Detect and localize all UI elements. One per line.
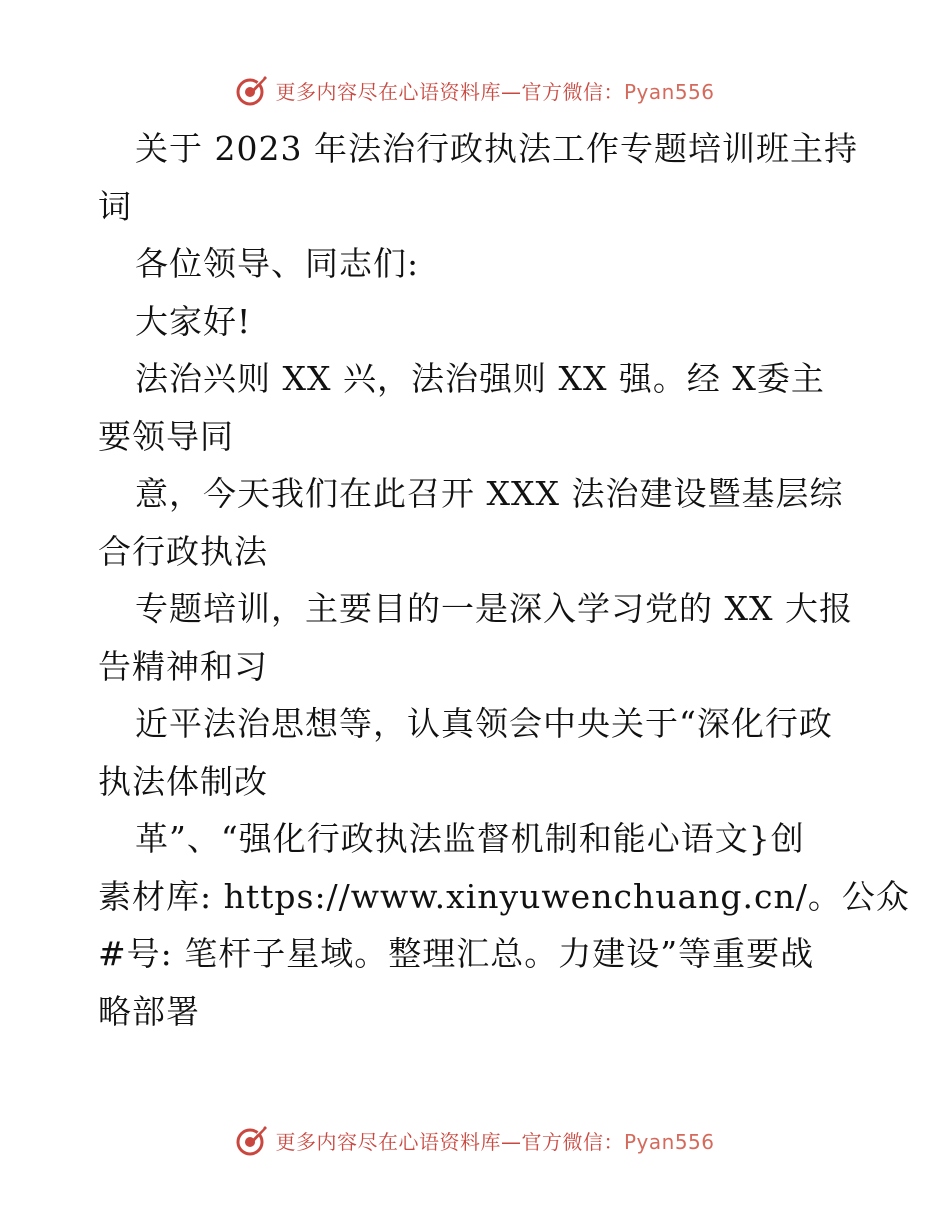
salutation: 各位领导、同志们: xyxy=(135,244,420,283)
brand xyxy=(235,1123,714,1157)
paragraph-line: #号: 笔杆子星域。整理汇总。力建设”等重要战 xyxy=(98,934,815,973)
quill-logo-icon xyxy=(235,73,269,107)
paragraph-line: 要领导同 xyxy=(98,416,234,456)
document-body xyxy=(98,120,910,1040)
title-line-1: 关于 2023 年法治行政执法工作专题培训班主持 xyxy=(135,129,858,168)
greeting: 大家好! xyxy=(135,301,252,341)
paragraph-line: 专题培训，主要目的一是深入学习党的 XX 大报 xyxy=(135,589,853,628)
paragraph-line: 告精神和习 xyxy=(98,646,268,686)
watermark-text: 更多内容尽在心语资料库—官方微信：Pyan556 xyxy=(275,79,715,104)
paragraph-line: 略部署 xyxy=(98,991,200,1031)
brand xyxy=(235,73,714,107)
paragraph-line: 近平法治思想等，认真领会中央关于“深化行政 xyxy=(135,704,833,743)
footer-watermark xyxy=(0,1120,950,1160)
title-line-2: 词 xyxy=(98,186,132,226)
paragraph-line: 意，今天我们在此召开 XXX 法治建设暨基层综 xyxy=(135,474,844,513)
wechat-id: Pyan556 xyxy=(623,79,715,104)
paragraph-line: 法治兴则 XX 兴，法治强则 XX 强。经 X委主 xyxy=(135,359,825,398)
paragraph-line: 合行政执法 xyxy=(98,531,268,571)
paragraph-line: 执法体制改 xyxy=(98,761,268,801)
header-watermark xyxy=(0,70,950,110)
wechat-id: Pyan556 xyxy=(623,1129,715,1154)
paragraph-line: 革”、“强化行政执法监督机制和能心语文}创 xyxy=(135,819,805,858)
quill-logo-icon xyxy=(235,1123,269,1157)
watermark-text: 更多内容尽在心语资料库—官方微信：Pyan556 xyxy=(275,1129,715,1154)
paragraph-line: 素材库: https://www.xinyuwenchuang.cn/。公众 xyxy=(98,876,910,916)
